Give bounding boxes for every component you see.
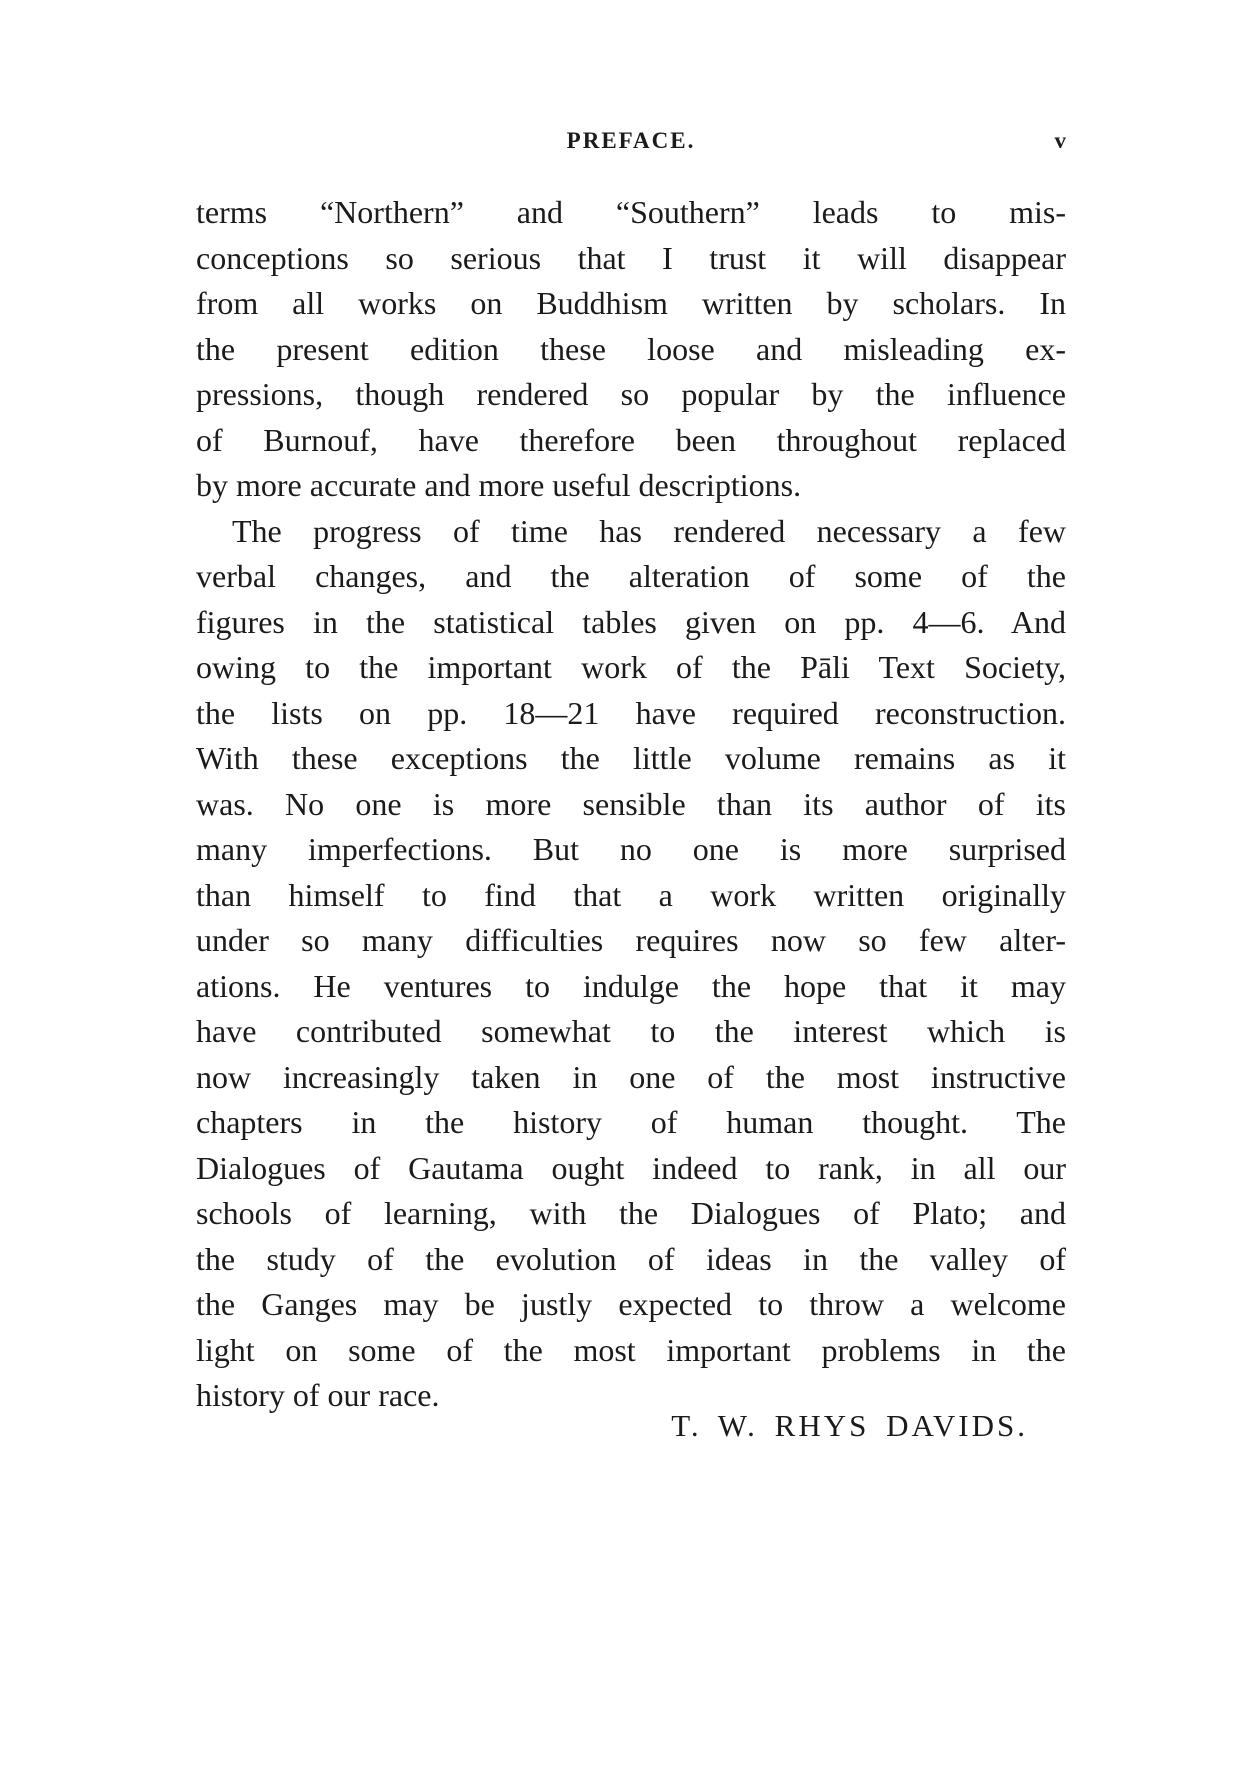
text-line: With these exceptions the little volume remains as it [196,740,1066,776]
text-line: under so many difficulties requires now so few alter- [196,922,1066,958]
text-line: the present edition these loose and misleading ex- [196,330,1066,367]
text-line: The progress of time has rendered necessary a few [232,512,1066,549]
text-line: pressions, though rendered so popular by the influence [196,376,1066,412]
text-line: history of our race. [196,1377,440,1413]
text-line: light on some of the most important problems in the [196,1331,1066,1368]
running-head [196,128,1066,162]
running-title: PREFACE. [566,128,696,153]
text-line: of Burnouf, have therefore been throughout replaced [196,421,1066,458]
text-line: ations. He ventures to indulge the hope that it may [196,967,1066,1004]
text-line: now increasingly taken in one of the most instructive [196,1058,1066,1095]
text-line: by more accurate and more useful descriptions. [196,467,802,503]
text-line: owing to the important work of the Pāli Text Society, [196,649,1066,685]
text-line: the study of the evolution of ideas in the valley of [196,1240,1066,1277]
text-line: the lists on pp. 18—21 have required reconstruction. [196,694,1066,731]
text-line: conceptions so serious that I trust it will disappear [196,239,1066,276]
text-line: than himself to find that a work written originally [196,876,1066,913]
preface-text [196,190,1066,1419]
text-line: from all works on Buddhism written by scholars. In [196,285,1066,321]
text-line: Dialogues of Gautama ought indeed to rank, in all our [196,1149,1066,1186]
page-number: v [1054,128,1066,153]
text-line: was. No one is more sensible than its author of its [196,785,1066,822]
text-line: chapters in the history of human thought. The [196,1104,1066,1140]
text-line: figures in the statistical tables given on pp. 4—6. And [196,603,1066,640]
text-line: have contributed somewhat to the interest which is [196,1013,1066,1049]
text-line: the Ganges may be justly expected to throw a welcome [196,1286,1066,1322]
text-line: many imperfections. But no one is more surprised [196,831,1066,867]
author-signature: T. W. RHYS DAVIDS. [671,1408,1028,1443]
text-line: verbal changes, and the alteration of some of the [196,558,1066,594]
text-line: terms “Northern” and “Southern” leads to mis- [196,194,1066,230]
text-line: schools of learning, with the Dialogues of Plato; and [196,1195,1066,1231]
